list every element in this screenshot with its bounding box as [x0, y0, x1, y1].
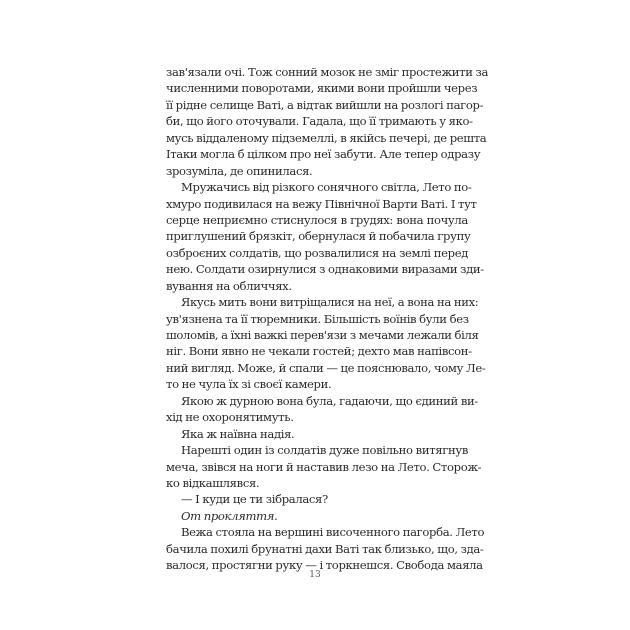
text-line: озброєних солдатів, що розвалилися на землі перед	[166, 245, 468, 260]
text-line: Вежа стояла на вершині височенного пагорба. Лето	[181, 525, 485, 540]
text-line: серце неприємно стиснулося в грудях: вона почула	[166, 212, 468, 227]
text-line: мусь віддаленому підземеллі, в якійсь печері, де решта	[166, 130, 487, 145]
text-line: ніг. Вони явно не чекали гостей; дехто мав напівсон-	[166, 344, 472, 359]
text-line: хід не охоронятимуть.	[166, 410, 294, 425]
text-line: вування на обличчях.	[166, 278, 292, 293]
text-line: Яка ж наївна надія.	[181, 426, 295, 441]
text-line: шоломів, а їхні важкі перев'язи з мечами лежали біля	[166, 328, 479, 342]
text-line: хмуро подивилася на вежу Північної Варти Ваті. І тут	[166, 196, 477, 211]
text-line: Якою ж дурною вона була, гадаючи, що єдиний ви-	[181, 393, 478, 408]
body-text	[166, 64, 489, 574]
text-line: Нарешті один із солдатів дуже повільно витягнув	[181, 443, 468, 458]
text-line: численними поворотами, якими вони пройшли через	[166, 81, 478, 96]
text-line: би, що його оточували. Гадала, що її тримають у яко-	[166, 114, 473, 129]
text-line: валося, простягни руку — і торкнешся. Свобода маяла	[166, 558, 483, 573]
text-line: бачила похилі брунатні дахи Ваті так близько, що, зда-	[166, 541, 484, 556]
text-line: її рідне селище Ваті, а відтак вийшли на розлогі пагор-	[166, 97, 484, 112]
text-line: меча, звівся на ноги й наставив лезо на Лето. Сторож-	[166, 459, 482, 474]
text-line: Ітаки могла б цілком про неї забути. Але тепер одразу	[166, 147, 481, 162]
text-line: — І куди це ти зібралася?	[181, 492, 328, 507]
text-line: нею. Солдати озирнулися з однаковими виразами зди-	[166, 262, 484, 277]
text-line: ув'язнена та її тюремники. Більшість воїнів були без	[166, 311, 469, 326]
text-line: приглушений брязкіт, обернулася й побачила групу	[166, 229, 471, 244]
text-line: зрозуміла, де опинилася.	[166, 163, 313, 178]
text-line: От прокляття.	[181, 508, 278, 523]
text-line: то не чула їх зі своєї камери.	[166, 377, 332, 392]
text-line: зав'язали очі. Тож сонний мозок не зміг простежити за	[166, 65, 489, 79]
text-line: ний вигляд. Може, й спали — це пояснювало, чому Ле-	[166, 360, 486, 375]
text-line: Мружачись від різкого сонячного світла, Лето по-	[181, 180, 472, 195]
text-line: ко відкашлявся.	[166, 475, 260, 490]
text-line: Якусь мить вони витріщалися на неї, а вона на них:	[181, 295, 479, 310]
page-number: 13	[309, 570, 321, 580]
